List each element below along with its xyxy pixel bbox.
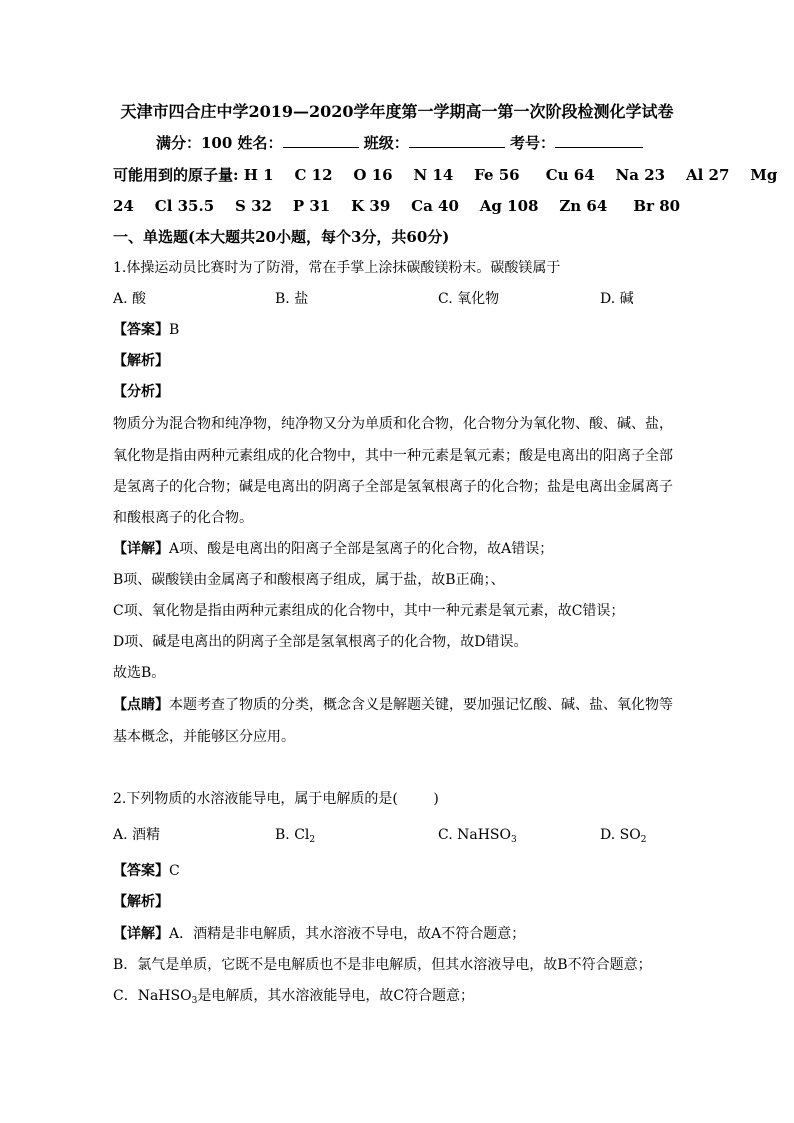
q2-option-d-letter: D. [600, 827, 616, 843]
q1-detail-text: A项、酸是电离出的阳离子全部是氢离子的化合物，故A错误； [169, 541, 554, 557]
q2-stem: 2.下列物质的水溶液能导电，属于电解质的是( ) [113, 791, 439, 807]
q2-option-d [600, 825, 646, 850]
atomic-masses-line-1: 可能用到的原子量: H 1 C 12 O 16 N 14 Fe 56 Cu 64 Na 23 Al 27 Mg [113, 166, 778, 184]
q1-detail-line: 故选B。 [113, 665, 166, 681]
q1-comment-line: 基本概念，并能够区分应用。 [113, 729, 295, 745]
q1-answer-label: 【答案】 [113, 322, 169, 338]
q2-option-c [438, 825, 517, 850]
q1-jiexi-label: 【解析】 [113, 353, 169, 369]
q1-answer [113, 320, 179, 340]
number-label: 考号： [510, 134, 556, 152]
q2-option-c-letter: C. [438, 827, 453, 843]
q1-option-d: D. 碱 [600, 291, 634, 307]
q1-detail-line: D项、碱是电离出的阴离子全部是氢氧根离子的化合物，故D错误。 [113, 634, 528, 650]
name-blank [283, 133, 359, 148]
name-label: 姓名： [237, 134, 283, 152]
q1-comment-line [113, 695, 673, 715]
q2-option-b [275, 825, 315, 850]
page-title: 天津市四合庄中学2019—2020学年度第一学期高一第一次阶段检测化学试卷 [120, 102, 674, 121]
q1-analysis-line: 和酸根离子的化合物。 [113, 510, 253, 526]
atomic-masses-line-2: 24 Cl 35.5 S 32 P 31 K 39 Ca 40 Ag 108 Zn 64 Br 80 [113, 197, 681, 215]
q2-jiexi-label: 【解析】 [113, 894, 169, 910]
q1-detail-label: 【详解】 [113, 541, 169, 557]
q2-answer-value: C [169, 863, 180, 879]
q1-analysis-line: 氧化物是指由两种元素组成的化合物中，其中一种元素是氧元素；酸是电离出的阳离子全部 [113, 448, 673, 464]
q1-stem: 1.体操运动员比赛时为了防滑，常在手掌上涂抹碳酸镁粉末。碳酸镁属于 [113, 260, 561, 276]
q2-detail-c-prefix: C．NaHSO [113, 988, 192, 1004]
q1-option-b: B. 盐 [275, 291, 309, 307]
q2-detail-c-suffix: 是电解质，其水溶液能导电，故C符合题意； [197, 988, 475, 1004]
q2-option-b-text: Cl [294, 827, 310, 843]
q2-detail-a: A．酒精是非电解质，其水溶液不导电，故A不符合题意； [169, 926, 526, 942]
q2-detail-c-subscript: 3 [191, 996, 198, 1006]
q1-analysis-line: 物质分为混合物和纯净物，纯净物又分为单质和化合物，化合物分为氧化物、酸、碱、盐， [113, 416, 673, 432]
q1-detail-line: C项、氧化物是指由两种元素组成的化合物中，其中一种元素是氧元素，故C错误； [113, 603, 625, 619]
q1-comment-label: 【点睛】 [113, 697, 169, 713]
q1-answer-value: B [169, 322, 180, 338]
q2-option-a-text: 酒精 [132, 827, 161, 843]
q2-option-a-letter: A. [113, 827, 128, 843]
q1-comment-text: 本题考查了物质的分类，概念含义是解题关键，要加强记忆酸、碱、盐、氧化物等 [169, 697, 673, 713]
q2-option-a [113, 825, 160, 845]
q2-option-c-subscript: 3 [511, 835, 517, 845]
q2-option-c-text: NaHSO [457, 827, 511, 843]
q2-answer [113, 861, 180, 881]
score-label: 满分：100 [156, 134, 233, 152]
q2-answer-label: 【答案】 [113, 863, 169, 879]
q1-detail-line [113, 539, 553, 559]
q1-analysis-line: 是氢离子的化合物；碱是电离出的阴离子全部是氢氧根离子的化合物；盐是电离出金属离子 [113, 479, 673, 495]
q1-detail-line: B项、碳酸镁由金属离子和酸根离子组成，属于盐，故B正确；、 [113, 572, 505, 588]
score-row [156, 133, 643, 153]
q1-fenxi-label: 【分析】 [113, 384, 169, 400]
class-blank [409, 133, 505, 148]
q1-option-a: A. 酸 [113, 291, 147, 307]
q2-detail-line [113, 924, 525, 944]
class-label: 班级： [363, 134, 409, 152]
q2-detail-label: 【详解】 [113, 926, 169, 942]
q1-option-c: C. 氧化物 [438, 291, 500, 307]
q2-detail-b: B．氯气是单质，它既不是电解质也不是非电解质，但其水溶液导电，故B不符合题意； [113, 957, 652, 973]
number-blank [555, 133, 643, 148]
q2-option-d-text: SO [619, 827, 641, 843]
q2-option-b-letter: B. [275, 827, 290, 843]
q2-detail-c [113, 986, 474, 1011]
q2-option-b-subscript: 2 [309, 835, 316, 845]
q2-option-d-subscript: 2 [640, 835, 647, 845]
section-heading: 一、单选题(本大题共20小题，每个3分，共60分) [113, 228, 450, 246]
